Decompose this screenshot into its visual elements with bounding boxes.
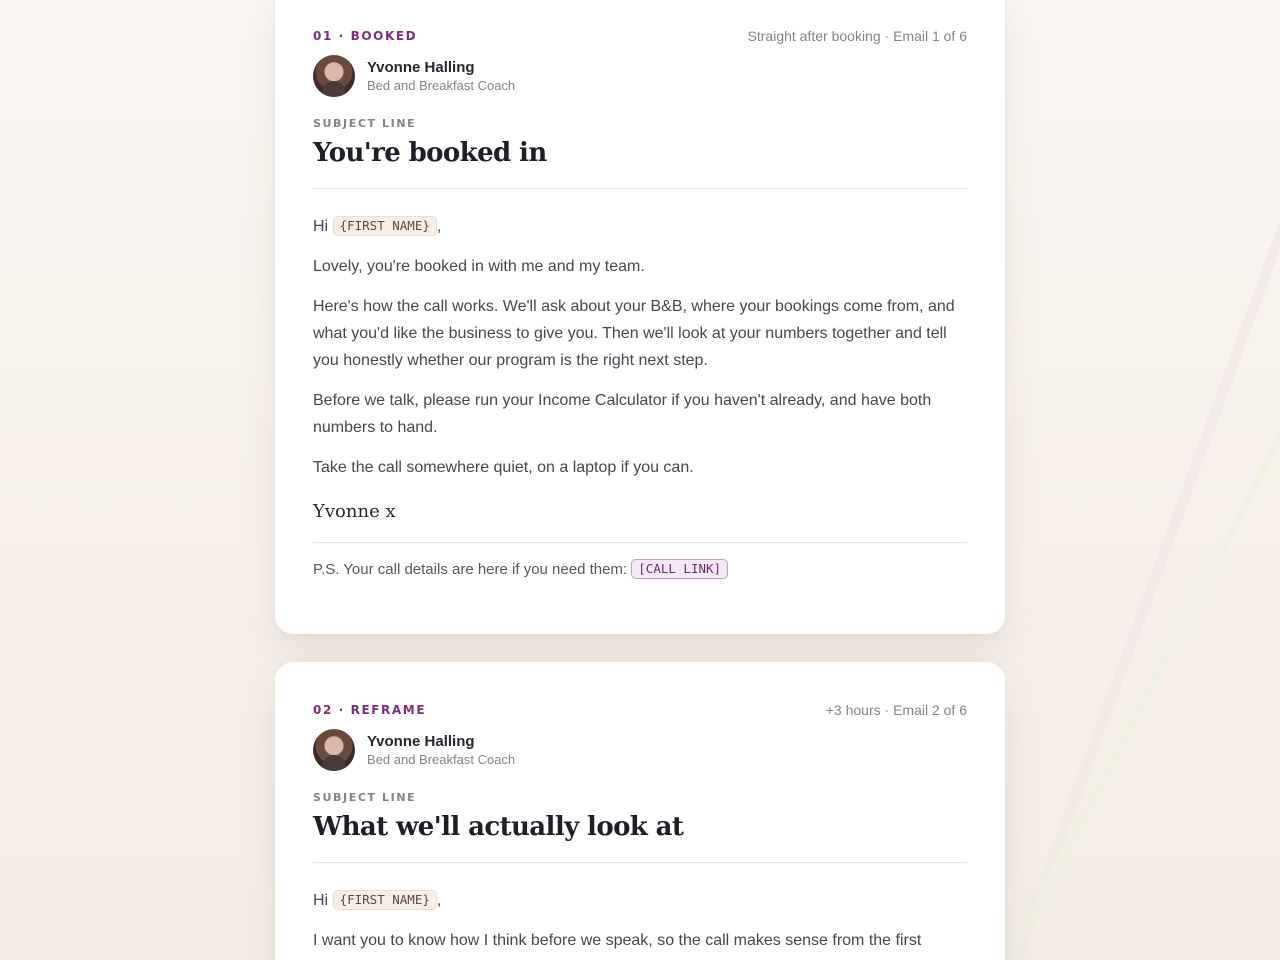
author-name: Yvonne Halling xyxy=(367,733,475,750)
body-paragraph: Here's how the call works. We'll ask about your B&B, where your bookings come from, and what you'd like the business to give you. Then we'll look at your numbers together and tell you honestly whether our program is the right next step. xyxy=(313,298,955,369)
greeting xyxy=(313,887,967,914)
divider xyxy=(313,862,967,863)
email-card-reframe xyxy=(275,662,1005,960)
body-paragraph: Before we talk, please run your Income Calculator if you haven't already, and have both numbers to hand. xyxy=(313,392,932,436)
postscript xyxy=(313,559,967,579)
author-role: Bed and Breakfast Coach xyxy=(367,752,516,767)
author-block xyxy=(313,729,967,771)
email-body xyxy=(313,213,967,481)
ps-text: P.S. Your call details are here if you need them: xyxy=(313,561,628,578)
author-block xyxy=(313,55,967,97)
call-link-merge-tag: [CALL LINK] xyxy=(631,559,728,579)
email-timing: Straight after booking · Email 1 of 6 xyxy=(747,28,967,44)
body-paragraph: Lovely, you're booked in with me and my team. xyxy=(313,258,645,275)
greeting-suffix: , xyxy=(436,892,442,909)
step-label: 02 · REFRAME xyxy=(313,703,427,717)
greeting-text: Hi xyxy=(313,218,329,235)
subject-label: SUBJECT LINE xyxy=(313,791,417,804)
avatar xyxy=(313,729,355,771)
body-paragraph: Take the call somewhere quiet, on a laptop if you can. xyxy=(313,459,694,476)
divider xyxy=(313,188,967,189)
first-name-merge-tag: {FIRST NAME} xyxy=(333,890,437,910)
email-meta xyxy=(313,702,967,718)
email-card-booked xyxy=(275,0,1005,634)
avatar xyxy=(313,55,355,97)
body-paragraph: I want you to know how I think before we speak, so the call makes sense from the first xyxy=(313,932,922,949)
greeting-suffix: , xyxy=(436,218,442,235)
greeting xyxy=(313,213,967,240)
email-meta xyxy=(313,28,967,44)
email-body xyxy=(313,887,967,954)
signoff: Yvonne x xyxy=(313,501,396,522)
greeting-text: Hi xyxy=(313,892,329,909)
subject-label: SUBJECT LINE xyxy=(313,117,417,130)
first-name-merge-tag: {FIRST NAME} xyxy=(333,216,437,236)
email-timing: +3 hours · Email 2 of 6 xyxy=(825,702,967,718)
author-name: Yvonne Halling xyxy=(367,59,475,76)
author-role: Bed and Breakfast Coach xyxy=(367,78,516,93)
divider xyxy=(313,542,967,543)
step-label: 01 · BOOKED xyxy=(313,29,418,43)
subject-line: You're booked in xyxy=(313,138,547,168)
subject-line: What we'll actually look at xyxy=(313,812,684,842)
